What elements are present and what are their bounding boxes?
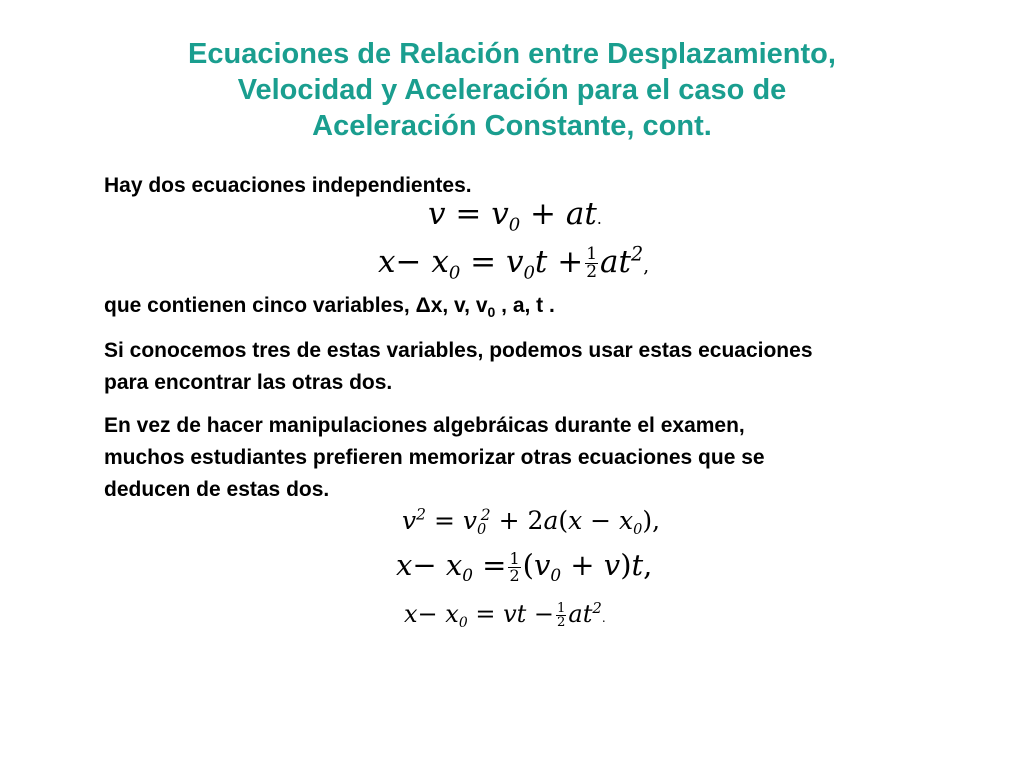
slide-title: [70, 36, 954, 144]
fraction-one-half: $\frac{1}{2}$: [509, 548, 520, 585]
intro-text: Hay dos ecuaciones independientes.: [104, 174, 472, 197]
memorize-line-3: deducen de estas dos.: [104, 478, 330, 501]
variables-paragraph: [104, 290, 984, 322]
title-line-2: Velocidad y Aceleración para el caso de: [237, 74, 787, 106]
equation-position: $x- x_0 = v_0t$ + $\frac{1}{2}$ $at^2$,: [378, 242, 650, 284]
equation-average-velocity: $x- x_0$ = $\frac{1}{2}$ $(v_0 + v)t$,: [396, 548, 653, 585]
fraction-one-half: $\frac{1}{2}$: [586, 243, 598, 282]
equation-velocity: $v = v_0$ + at.: [428, 196, 602, 236]
memorize-paragraph: [104, 410, 984, 506]
equation-final-velocity-position: $x- x_0$ = vt − $\frac{1}{2}$ $at^2$.: [404, 599, 606, 631]
equation-velocity-squared: $v^2 = v_0^2 + 2a(x - x_0)$,: [402, 505, 661, 539]
known-variables-paragraph: [104, 335, 984, 399]
fraction-one-half: $\frac{1}{2}$: [557, 600, 566, 630]
title-line-3: Aceleración Constante, cont.: [312, 110, 712, 142]
variables-text: que contienen cinco variables, Δx, v, $v_0$ , a, t .: [104, 294, 555, 320]
memorize-line-1: En vez de hacer manipulaciones algebráicas durante el examen,: [104, 414, 745, 437]
memorize-line-2: muchos estudiantes prefieren memorizar otras ecuaciones que se: [104, 446, 765, 469]
title-line-1: Ecuaciones de Relación entre Desplazamiento,: [188, 38, 836, 70]
known-line-2: para encontrar las otras dos.: [104, 371, 393, 394]
known-line-1: Si conocemos tres de estas variables, podemos usar estas ecuaciones: [104, 339, 813, 362]
